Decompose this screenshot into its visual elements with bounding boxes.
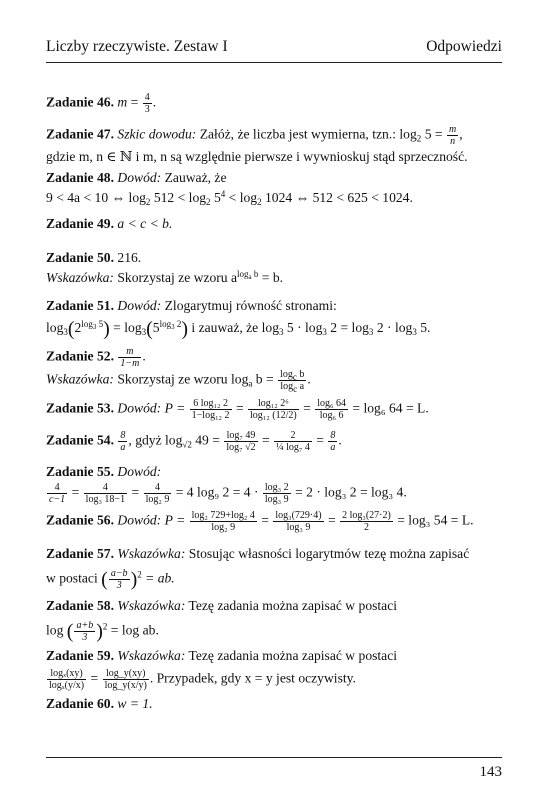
zadanie-label: Zadanie 51.	[46, 298, 114, 313]
fraction: $\frac{\text{log₆ 64}}{\text{log₆ 6}}$	[317, 398, 346, 421]
fraction: $\frac{\text{log₃ 2}}{\text{log₃ 9}}$	[264, 482, 289, 505]
zadanie-label: Zadanie 53.	[46, 400, 114, 416]
zadanie-label: Zadanie 47.	[46, 126, 114, 142]
zadanie-label: Zadanie 50.	[46, 250, 114, 265]
zadanie-46: Zadanie 46. m = $\frac{4}{3}$ .	[46, 92, 157, 115]
zadanie-label: Zadanie 49.	[46, 216, 114, 231]
zadanie-label: Zadanie 56.	[46, 512, 114, 528]
zadanie-55: Zadanie 55. Dowód: $\frac{4}{c-1}$ = $\frac{4}{\text{log₃ 18−1}}$ = $\frac{4}{\text{log₂ 9}}$ = 4 log₉ 2 = 4 · $\frac{\text{log₃ 2}}{\text{log₃ 9}}$ = 2 · log₃ 2 = log₃ 4.	[46, 464, 407, 505]
zadanie-56: Zadanie 56. Dowód: P = $\frac{\text{log₂ 729+log₂ 4}}{\text{log₂ 9}}$ = $\frac{\text{log₃(729·4)}}{\text{log₃ 9}}$ = $\frac{\text{2 log₃(27·2)}}{2}$ = log₃ 54 = L.	[46, 510, 474, 533]
fraction: $\frac{4}{\text{log₂ 9}}$	[145, 482, 170, 505]
zadanie-label: Zadanie 52.	[46, 348, 114, 364]
fraction: $\frac{2}{\text{¼ log₇ 4}}$	[276, 430, 310, 453]
zadanie-58: Zadanie 58. Wskazówka: Tezę zadania można zapisać w postaci log ( $\frac{a+b}{3}$ )$^2$ = log ab.	[46, 598, 398, 643]
fraction: $\frac{a+b}{3}$	[76, 620, 94, 643]
zadanie-label: Zadanie 59.	[46, 648, 114, 663]
zadanie-47: Zadanie 47. Szkic dowodu: Załóż, że liczba jest wymierna, tzn.: $\log_2 5$ = $\frac{m}{n}$ , gdzie m, n ∈ ℕ i m, n są względnie pierwsze i wywnioskuj stąd sprzeczność.	[46, 124, 468, 164]
zadanie-54: Zadanie 54. $\frac{8}{a}$ , gdyż $\log_{√2} 49$ = $\frac{\text{log₇ 49}}{\text{log₇ √2}}$ = $\frac{2}{\text{¼ log₇ 4}}$ = $\frac{8}{a}$ .	[46, 430, 342, 453]
zadanie-49: Zadanie 49. a < c < b.	[46, 216, 173, 231]
fraction: $\frac{4}{\text{log₃ 18−1}}$	[85, 482, 126, 505]
fraction: $\frac{\text{logₓ(xy)}}{\text{logₓ(y/x)}}$	[49, 668, 85, 691]
fraction: $\frac{m}{n}$	[448, 124, 457, 147]
zadanie-label: Zadanie 48.	[46, 170, 114, 185]
fraction: $\frac{\text{log₁₂ 2⁶}}{\text{log₁₂ (12/2)}}$	[250, 398, 297, 421]
fraction: $\frac{\text{log₃(729·4)}}{\text{log₃ 9}}$	[275, 510, 322, 533]
zadanie-label: Zadanie 54.	[46, 432, 114, 448]
fraction: $\frac{4}{c-1}$	[49, 482, 66, 505]
footer-rule	[46, 757, 502, 758]
page-number: 143	[479, 764, 502, 780]
zadanie-51: Zadanie 51. Dowód: Zlogarytmuj równość stronami: $\log_3(2^{log_3 5}) = \log_3(5^{log_3 2})$ i zauważ, że $\log_3 5 \cdot \log_3 2 = \log_3 2 \cdot \log_3 5$.	[46, 298, 431, 340]
zadanie-60: Zadanie 60. w = 1.	[46, 696, 153, 711]
zadanie-label: Zadanie 55.	[46, 464, 114, 479]
zadanie-label: Zadanie 60.	[46, 696, 114, 711]
header-rule	[46, 62, 502, 63]
fraction: $\frac{\text{log₇ 49}}{\text{log₇ √2}}$	[226, 430, 256, 453]
fraction: $\frac{8}{a}$	[330, 430, 336, 453]
fraction: $\frac{8}{a}$	[120, 430, 126, 453]
fraction: $\frac{\log_c b}{\log_c a}$	[280, 369, 305, 394]
zadanie-48: Zadanie 48. Dowód: Zauważ, że 9 < 4a < 10 ⇔ $\log_2 512 < \log_2 5^4 < \log_2 1024$ ⇔ 512 < 625 < 1024.	[46, 170, 413, 207]
fraction: $\frac{a-b}{3}$	[110, 568, 128, 591]
zadanie-57: Zadanie 57. Wskazówka: Stosując własności logarytmów tezę można zapisać w postaci ( $\frac{a-b}{3}$ )$^2$ = ab.	[46, 546, 470, 591]
zadanie-59: Zadanie 59. Wskazówka: Tezę zadania można zapisać w postaci $\frac{\text{logₓ(xy)}}{\text{logₓ(y/x)}}$ = $\frac{\log\_y(xy)}{\log\_y(x/y)}$ . Przypadek, gdy x = y jest oczywisty.	[46, 648, 398, 691]
zadanie-52: Zadanie 52. $\frac{m}{1-m}$ . Wskazówka: Skorzystaj ze wzoru $\log_a b$ = $\frac{\log_c b}{\log_c a}$ .	[46, 346, 311, 394]
fraction: $\frac{\log\_y(xy)}{\log\_y(x/y)}$	[104, 668, 147, 691]
zadanie-50: Zadanie 50. 216. Wskazówka: Skorzystaj ze wzoru $a^{log_a b} = b$.	[46, 250, 284, 285]
fraction: $\frac{\text{2 log₃(27·2)}}{2}$	[342, 510, 391, 533]
fraction: $\frac{\text{6 log₁₂ 2}}{\text{1−log₁₂ 2}}$	[191, 398, 230, 421]
zadanie-53: Zadanie 53. Dowód: P = $\frac{\text{6 log₁₂ 2}}{\text{1−log₁₂ 2}}$ = $\frac{\text{log₁₂ 2⁶}}{\text{log₁₂ (12/2)}}$ = $\frac{\text{log₆ 64}}{\text{log₆ 6}}$ = log₆ 64 = L.	[46, 398, 429, 421]
zadanie-label: Zadanie 46.	[46, 94, 114, 110]
zadanie-label: Zadanie 58.	[46, 598, 114, 613]
running-header-section: Odpowiedzi	[426, 38, 502, 55]
zadanie-label: Zadanie 57.	[46, 546, 114, 561]
running-header-title: Liczby rzeczywiste. Zestaw I	[46, 38, 228, 55]
fraction: $\frac{m}{1-m}$	[120, 346, 140, 369]
fraction: $\frac{4}{3}$	[144, 92, 150, 115]
fraction: $\frac{\text{log₂ 729+log₂ 4}}{\text{log₂ 9}}$	[191, 510, 255, 533]
